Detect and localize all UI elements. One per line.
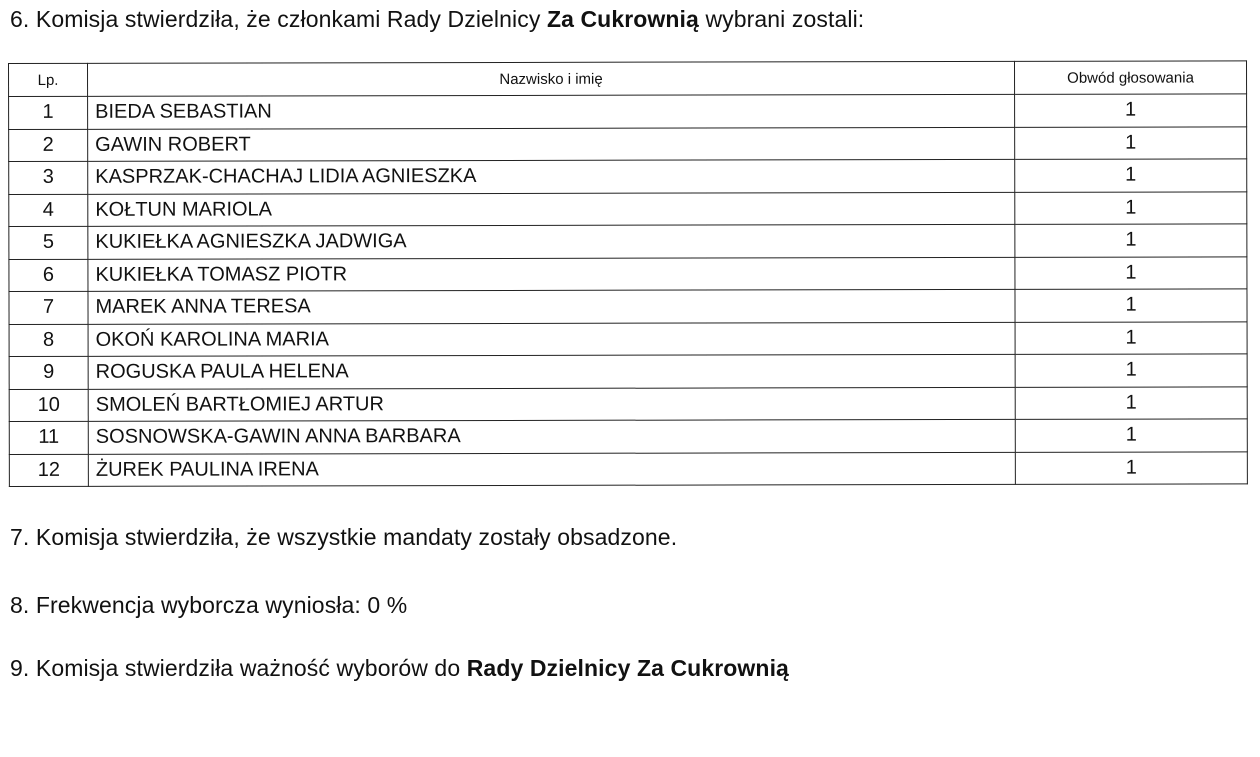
row-name: KUKIEŁKA AGNIESZKA JADWIGA <box>88 224 1015 258</box>
table-row <box>9 159 1247 194</box>
row-lp: 9 <box>9 356 88 389</box>
header-lp: Lp. <box>9 63 88 96</box>
section-6-council-name: Za Cukrownią <box>546 6 699 32</box>
row-lp: 7 <box>9 291 88 324</box>
row-name: BIEDA SEBASTIAN <box>88 94 1015 128</box>
row-name: OKOŃ KAROLINA MARIA <box>88 322 1015 356</box>
table-row <box>9 419 1247 454</box>
row-lp: 8 <box>9 324 88 357</box>
row-name: MAREK ANNA TERESA <box>88 289 1015 323</box>
row-district: 1 <box>1015 321 1247 354</box>
section-9-paragraph <box>10 655 789 682</box>
section-6-text: 6. Komisja stwierdziła, że członkami Rady Dzielnicy <box>10 6 547 32</box>
row-name: ŻUREK PAULINA IRENA <box>88 452 1015 486</box>
table-row <box>9 126 1247 161</box>
row-name: GAWIN ROBERT <box>88 127 1015 161</box>
row-name: KUKIEŁKA TOMASZ PIOTR <box>88 257 1015 291</box>
row-lp: 2 <box>9 129 88 162</box>
row-district: 1 <box>1015 126 1247 159</box>
row-district: 1 <box>1015 289 1247 322</box>
row-district: 1 <box>1015 94 1247 127</box>
table-row <box>9 451 1247 486</box>
row-lp: 4 <box>9 194 88 227</box>
row-district: 1 <box>1015 419 1247 452</box>
table-row <box>9 191 1247 226</box>
section-7-paragraph: 7. Komisja stwierdziła, że wszystkie mandaty zostały obsadzone. <box>10 524 678 550</box>
section-6-paragraph <box>10 6 864 33</box>
section-9-text: 9. Komisja stwierdziła ważność wyborów do <box>10 655 467 681</box>
row-name: KASPRZAK-CHACHAJ LIDIA AGNIESZKA <box>88 159 1015 193</box>
row-district: 1 <box>1015 386 1247 419</box>
row-district: 1 <box>1015 451 1247 484</box>
table-header-row <box>9 61 1247 97</box>
header-district: Obwód głosowania <box>1014 61 1246 94</box>
row-lp: 6 <box>9 259 88 292</box>
row-name: KOŁTUN MARIOLA <box>88 192 1015 226</box>
row-district: 1 <box>1015 224 1247 257</box>
elected-members-table <box>8 60 1248 487</box>
row-district: 1 <box>1015 354 1247 387</box>
table-row <box>9 289 1247 324</box>
row-name: SOSNOWSKA-GAWIN ANNA BARBARA <box>88 419 1015 453</box>
row-name: ROGUSKA PAULA HELENA <box>88 354 1015 388</box>
row-lp: 1 <box>9 96 88 129</box>
section-8-paragraph: 8. Frekwencja wyborcza wyniosła: 0 % <box>10 592 408 618</box>
section-6-text-end: wybrani zostali: <box>698 6 865 32</box>
table-row <box>9 321 1247 356</box>
row-name: SMOLEŃ BARTŁOMIEJ ARTUR <box>88 387 1015 421</box>
row-lp: 10 <box>9 389 88 422</box>
row-district: 1 <box>1015 191 1247 224</box>
table-row <box>9 354 1247 389</box>
row-district: 1 <box>1015 256 1247 289</box>
row-district: 1 <box>1015 159 1247 192</box>
table-row <box>9 386 1247 421</box>
header-name: Nazwisko i imię <box>88 61 1015 96</box>
table-row <box>9 94 1247 129</box>
table-row <box>9 224 1247 259</box>
row-lp: 11 <box>9 421 88 454</box>
table-row <box>9 256 1247 291</box>
row-lp: 5 <box>9 226 88 259</box>
section-9-council-name: Rady Dzielnicy Za Cukrownią <box>466 655 789 681</box>
row-lp: 12 <box>9 454 88 487</box>
row-lp: 3 <box>9 161 88 194</box>
